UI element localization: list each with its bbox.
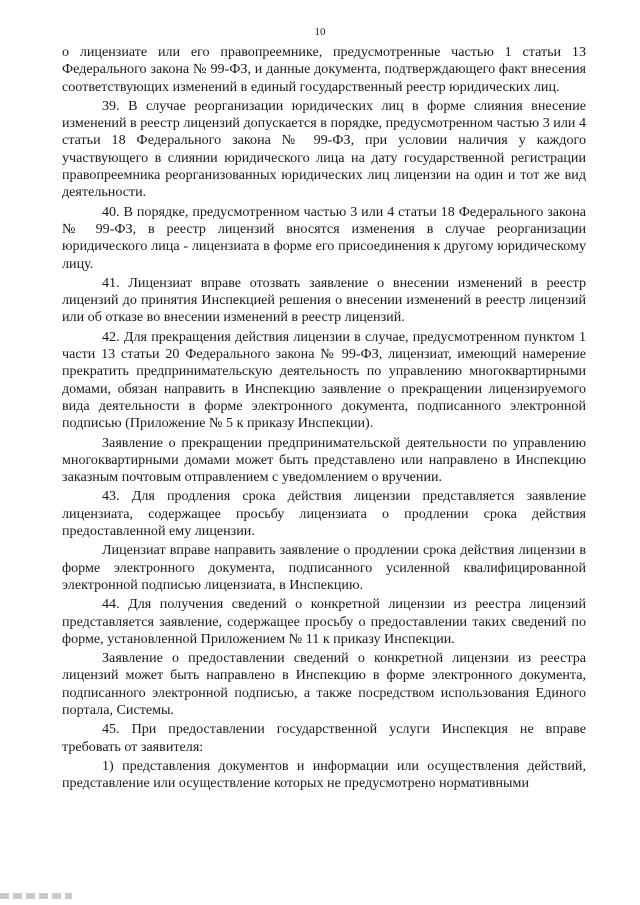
document-body — [62, 44, 586, 794]
paragraph-45: 45. При предоставлении государственной услуги Инспекция не вправе требовать от заявителя: — [62, 721, 586, 755]
paragraph-42: 42. Для прекращения действия лицензии в случае, предусмотренном пунктом 1 части 13 статьи 20 Федерального закона № 99-ФЗ, лицензиат, имеющий намерение прекратить предпринимательскую деятельность по управлению многоквартирными домами, обязан направить в Инспекцию заявление о прекращении лицензируемого вида деятельности в форме электронного документа, подписанного электронной подписью (Приложение № 5 к приказу Инспекции). — [62, 328, 586, 432]
paragraph-39: 39. В случае реорганизации юридических лиц в форме слияния внесение изменений в реестр лицензий допускается в порядке, предусмотренном частью 3 или 4 статьи 18 Федерального закона № 99-ФЗ, при условии наличия у каждого участвующего в слиянии юридического лица на дату государственной регистрации правопреемника реорганизованных юридических лиц лицензии на один и тот же вид деятельности. — [62, 97, 586, 201]
paragraph-44-note: Заявление о предоставлении сведений о конкретной лицензии из реестра лицензий может быть направлено в Инспекцию в форме электронного документа, подписанного электронной подписью, а также посредством использования Единого портала, Системы. — [62, 650, 586, 718]
paragraph-43: 43. Для продления срока действия лицензии представляется заявление лицензиата, содержащее просьбу лицензиата о продлении срока действия предоставленной ему лицензии. — [62, 488, 586, 540]
scan-artifact — [0, 893, 72, 899]
paragraph-41: 41. Лицензиат вправе отозвать заявление о внесении изменений в реестр лицензий до принятия Инспекцией решения о внесении изменений в реестр лицензий или об отказе во внесении изменений в реестр лицензий. — [62, 274, 586, 326]
paragraph-42-note: Заявление о прекращении предпринимательской деятельности по управлению многоквартирными домами может быть представлено или направлено в Инспекцию заказным почтовым отправлением с уведомлением о вручении. — [62, 434, 586, 486]
paragraph-continuation: о лицензиате или его правопреемнике, предусмотренные частью 1 статьи 13 Федерального закона № 99-ФЗ, и данные документа, подтверждающего факт внесения соответствующих изменений в единый государственный реестр юридических лиц. — [62, 44, 586, 95]
page-number: 10 — [314, 26, 326, 38]
paragraph-45-item-1: 1) представления документов и информации или осуществления действий, представление или осуществление которых не предусмотрено нормативными — [62, 757, 586, 792]
paragraph-44: 44. Для получения сведений о конкретной лицензии из реестра лицензий представляется заявление, содержащее просьбу о предоставлении таких сведений по форме, установленной Приложением № 11 к приказу Инспекции. — [62, 596, 586, 647]
paragraph-43-note: Лицензиат вправе направить заявление о продлении срока действия лицензии в форме электронного документа, подписанного усиленной квалифицированной электронной подписью лицензиата, в Инспекцию. — [62, 542, 586, 593]
paragraph-40: 40. В порядке, предусмотренном частью 3 или 4 статьи 18 Федерального закона № 99-ФЗ, в реестр лицензий вносятся изменения в случае реорганизации юридического лица - лицензиата в форме его присоединения к другому юридическому лицу. — [62, 203, 586, 272]
